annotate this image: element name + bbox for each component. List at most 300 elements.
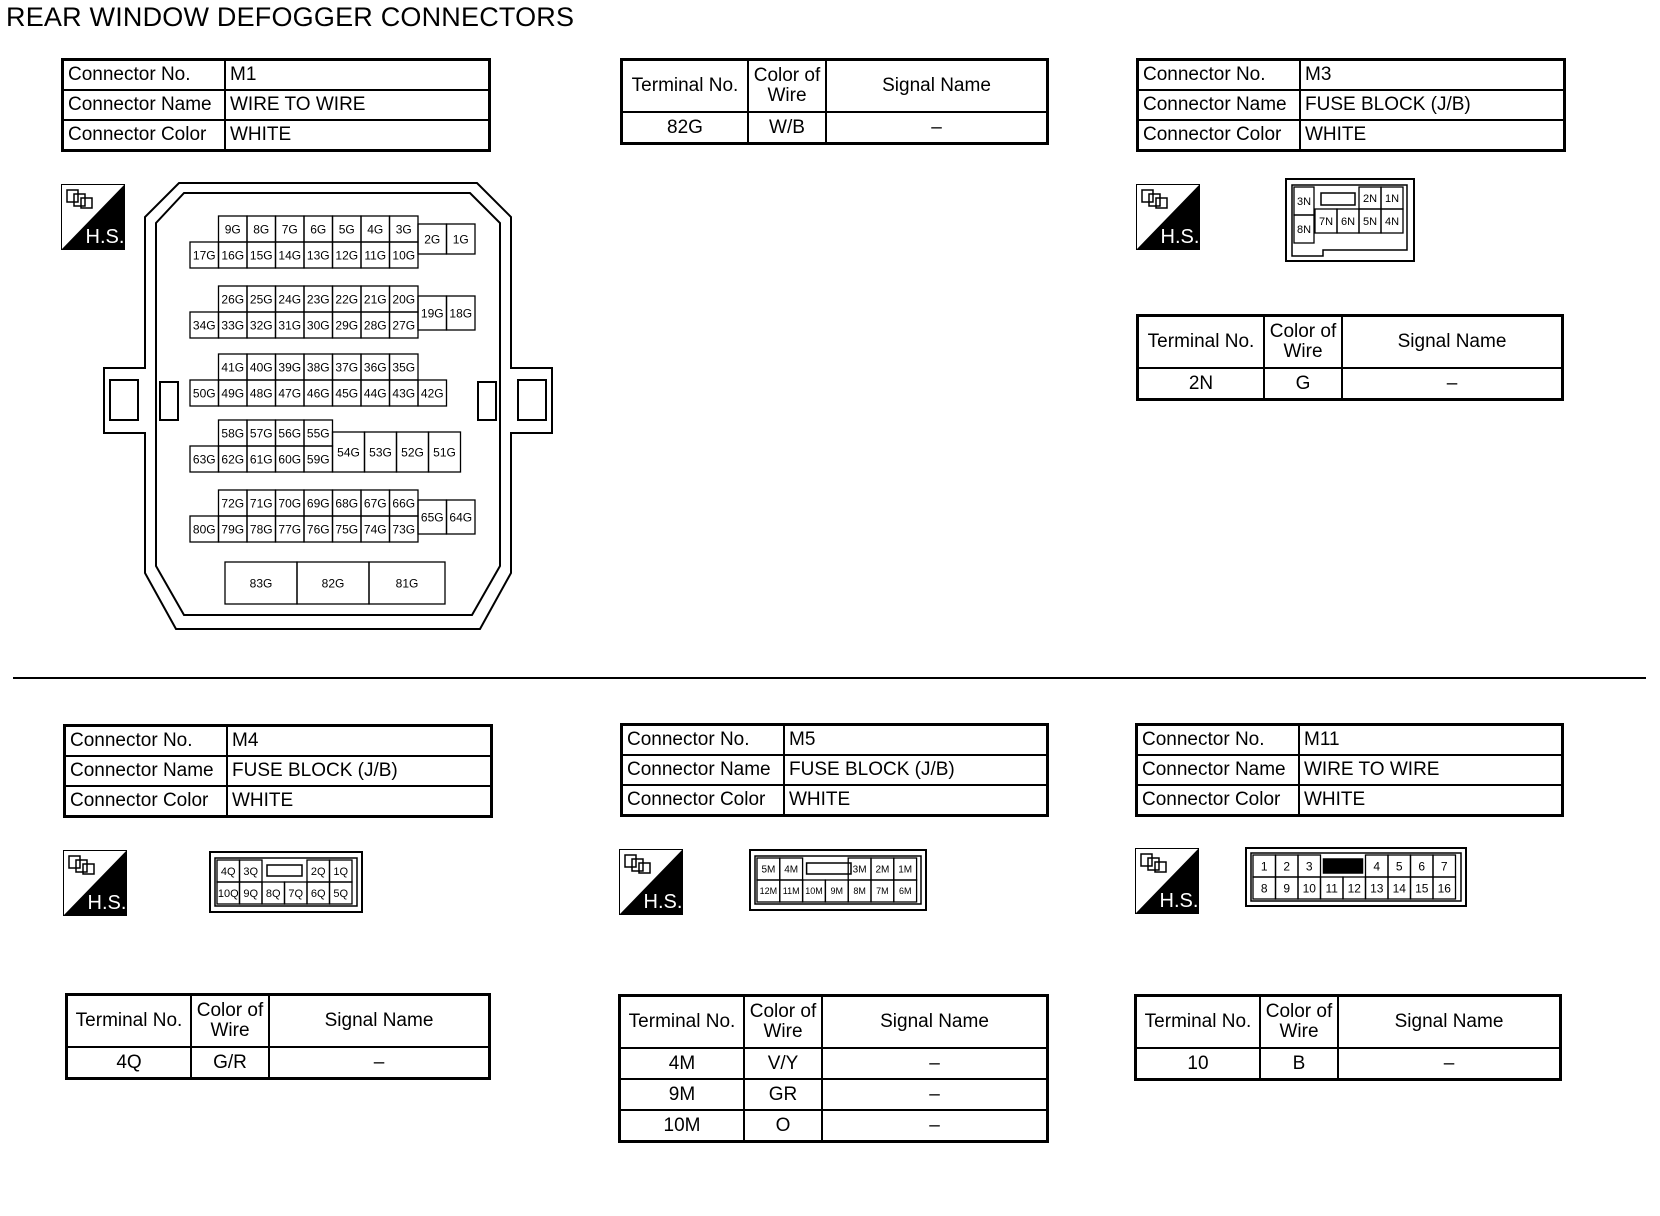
terminal-cell — [1294, 187, 1314, 215]
signal-name-header: Signal Name — [1342, 316, 1563, 369]
terminal-label: 22G — [335, 292, 359, 307]
terminal-cell — [225, 562, 297, 604]
terminal-label: 52G — [401, 445, 424, 460]
terminal-label: 5M — [761, 864, 776, 876]
m1-terminal-table — [620, 58, 1049, 145]
terminal-cell — [894, 880, 917, 902]
terminal-cell — [1388, 877, 1411, 899]
lock-tab-solid — [1324, 859, 1363, 873]
terminal-cell — [333, 516, 362, 542]
terminal-cell — [1315, 209, 1337, 233]
terminal-cell — [1343, 877, 1366, 899]
signal-name-cell: – — [269, 1047, 490, 1079]
terminal-cell — [307, 860, 330, 882]
terminal-cell — [304, 286, 333, 312]
harness-side-icon — [63, 850, 127, 916]
terminal-cell — [894, 858, 917, 880]
m1-connector-name: WIRE TO WIRE — [225, 90, 490, 120]
terminal-label: 23G — [306, 292, 330, 307]
m5-connector-face — [749, 849, 927, 911]
terminal-cell — [190, 446, 219, 472]
terminal-label: 41G — [221, 360, 245, 375]
terminal-label: 32G — [249, 318, 273, 333]
terminal-cell — [418, 500, 447, 534]
terminal-cell — [276, 446, 305, 472]
terminal-cell — [390, 380, 419, 406]
terminal-cell — [333, 312, 362, 338]
terminal-label: 8G — [253, 222, 270, 237]
connector-no-label: Connector No. — [65, 726, 228, 757]
terminal-cell — [333, 216, 362, 242]
terminal-cell — [803, 880, 826, 902]
terminal-label: 69G — [306, 496, 330, 511]
terminal-cell — [217, 882, 240, 904]
lock-tab — [807, 863, 851, 874]
terminal-cell — [1294, 215, 1314, 243]
terminal-cell — [1321, 877, 1344, 899]
terminal-cell — [757, 858, 780, 880]
terminal-label: 19G — [420, 306, 444, 321]
terminal-label: 6M — [898, 886, 912, 897]
terminal-cell — [418, 224, 447, 254]
terminal-cell — [390, 286, 419, 312]
wire-color-cell: G/R — [191, 1047, 269, 1079]
terminal-cell — [333, 490, 362, 516]
terminal-no-header: Terminal No. — [1136, 996, 1261, 1049]
terminal-label: 5Q — [333, 887, 349, 900]
wire-color-header: Color of Wire — [744, 996, 822, 1049]
terminal-cell — [276, 380, 305, 406]
terminal-label: 8Q — [265, 887, 281, 900]
terminal-cell — [447, 224, 476, 254]
terminal-cell — [1253, 877, 1276, 899]
terminal-label: 43G — [392, 386, 416, 401]
terminal-label: 59G — [306, 452, 330, 467]
terminal-cell — [369, 562, 445, 604]
terminal-cell — [276, 354, 305, 380]
terminal-label: 15G — [249, 248, 273, 263]
terminal-cell — [361, 286, 390, 312]
connector-color-label: Connector Color — [65, 786, 228, 817]
terminal-cell — [1366, 855, 1389, 877]
wire-color-cell: W/B — [748, 112, 826, 144]
terminal-label: 9Q — [243, 887, 259, 900]
terminal-label: 5G — [338, 222, 355, 237]
terminal-label: 51G — [433, 445, 456, 460]
connector-name-label: Connector Name — [622, 755, 785, 785]
terminal-label: 16 — [1437, 881, 1451, 896]
terminal-cell — [1411, 877, 1434, 899]
terminal-cell — [304, 420, 333, 446]
m4-terminal-table — [65, 993, 491, 1080]
terminal-label: 11 — [1325, 881, 1338, 896]
terminal-label: 30G — [306, 318, 330, 333]
terminal-label: 4M — [784, 864, 799, 876]
terminal-label: 82G — [321, 576, 345, 591]
m4-connector-face — [209, 851, 363, 913]
terminal-cell — [390, 516, 419, 542]
terminal-label: 54G — [337, 445, 360, 460]
terminal-cell — [219, 446, 248, 472]
terminal-label: 4N — [1384, 215, 1400, 228]
m3-terminal-table — [1136, 314, 1564, 401]
m3-connector-color: WHITE — [1300, 120, 1565, 151]
m3-connector-name: FUSE BLOCK (J/B) — [1300, 90, 1565, 120]
terminal-label: 26G — [221, 292, 245, 307]
harness-side-icon — [619, 849, 683, 915]
m1-connector-face — [100, 182, 556, 630]
terminal-no-cell: 9M — [620, 1079, 745, 1110]
terminal-label: 10Q — [217, 887, 239, 900]
hs-label: H.S. — [1159, 890, 1199, 912]
terminal-label: 7Q — [288, 887, 304, 900]
m1-connector-color: WHITE — [225, 120, 490, 151]
terminal-label: 73G — [392, 522, 416, 537]
connector-name-label: Connector Name — [1137, 755, 1300, 785]
terminal-cell — [190, 380, 219, 406]
terminal-cell — [240, 860, 263, 882]
terminal-label: 31G — [278, 318, 302, 333]
terminal-label: 7G — [281, 222, 298, 237]
terminal-cell — [307, 882, 330, 904]
terminal-cell — [361, 312, 390, 338]
signal-name-cell: – — [822, 1048, 1048, 1079]
signal-name-header: Signal Name — [1338, 996, 1561, 1049]
terminal-label: 48G — [249, 386, 273, 401]
connector-color-label: Connector Color — [622, 785, 785, 816]
terminal-label: 12 — [1347, 881, 1361, 896]
terminal-cell — [304, 490, 333, 516]
terminal-cell — [333, 354, 362, 380]
terminal-cell — [1276, 855, 1299, 877]
terminal-label: 4 — [1373, 859, 1381, 874]
terminal-cell — [247, 420, 276, 446]
terminal-label: 9M — [830, 886, 844, 897]
wire-color-cell: G — [1264, 368, 1342, 400]
terminal-cell — [247, 242, 276, 268]
signal-name-header: Signal Name — [269, 995, 490, 1048]
m1-connector-no: M1 — [225, 60, 490, 91]
terminal-cell — [219, 286, 248, 312]
terminal-label: 13 — [1370, 881, 1384, 896]
signal-name-cell: – — [1338, 1048, 1561, 1080]
m5-connector-no: M5 — [784, 725, 1048, 756]
terminal-label: 80G — [192, 522, 216, 537]
terminal-cell — [262, 882, 285, 904]
m3-connector-face — [1285, 178, 1415, 262]
terminal-no-cell: 10 — [1136, 1048, 1261, 1080]
lock-tab — [267, 865, 302, 876]
terminal-label: 20G — [392, 292, 416, 307]
terminal-label: 1M — [898, 864, 913, 876]
terminal-cell — [418, 380, 447, 406]
terminal-label: 42G — [420, 386, 444, 401]
wire-color-header: Color of Wire — [1260, 996, 1338, 1049]
terminal-label: 12G — [335, 248, 359, 263]
terminal-label: 81G — [395, 576, 419, 591]
terminal-cell — [304, 354, 333, 380]
terminal-label: 10G — [392, 248, 416, 263]
connector-no-label: Connector No. — [63, 60, 226, 91]
terminal-label: 15 — [1415, 881, 1429, 896]
terminal-label: 67G — [363, 496, 387, 511]
terminal-cell — [219, 420, 248, 446]
wire-color-header: Color of Wire — [191, 995, 269, 1048]
terminal-label: 76G — [306, 522, 330, 537]
terminal-label: 10 — [1302, 881, 1316, 896]
terminal-cell — [1298, 855, 1321, 877]
terminal-cell — [390, 216, 419, 242]
terminal-cell — [447, 296, 476, 330]
terminal-cell — [304, 380, 333, 406]
terminal-label: 56G — [278, 426, 302, 441]
terminal-no-header: Terminal No. — [622, 60, 749, 113]
terminal-cell — [219, 216, 248, 242]
terminal-cell — [276, 312, 305, 338]
terminal-cell — [247, 216, 276, 242]
m4-connector-no: M4 — [227, 726, 492, 757]
terminal-cell — [390, 242, 419, 268]
terminal-label: 18G — [449, 306, 473, 321]
terminal-label: 78G — [249, 522, 273, 537]
terminal-cell — [330, 860, 353, 882]
terminal-label: 83G — [249, 576, 273, 591]
m5-connector-color: WHITE — [784, 785, 1048, 816]
terminal-cell — [333, 242, 362, 268]
terminal-cell — [361, 380, 390, 406]
terminal-label: 58G — [221, 426, 245, 441]
wire-color-header: Color of Wire — [748, 60, 826, 113]
terminal-cell — [247, 286, 276, 312]
wire-color-header: Color of Wire — [1264, 316, 1342, 369]
terminal-cell — [848, 880, 871, 902]
terminal-cell — [1381, 209, 1403, 233]
terminal-cell — [297, 562, 369, 604]
terminal-cell — [276, 516, 305, 542]
m4-info-table — [63, 724, 493, 818]
terminal-label: 14 — [1392, 881, 1406, 896]
m11-connector-name: WIRE TO WIRE — [1299, 755, 1563, 785]
terminal-label: 60G — [278, 452, 302, 467]
connector-no-label: Connector No. — [622, 725, 785, 756]
terminal-label: 34G — [192, 318, 216, 333]
terminal-cell — [304, 312, 333, 338]
terminal-label: 47G — [278, 386, 302, 401]
terminal-label: 6 — [1418, 859, 1426, 874]
connector-no-label: Connector No. — [1138, 60, 1301, 91]
terminal-label: 4G — [367, 222, 384, 237]
terminal-cell — [361, 516, 390, 542]
terminal-cell — [1388, 855, 1411, 877]
terminal-label: 44G — [363, 386, 387, 401]
m4-connector-color: WHITE — [227, 786, 492, 817]
terminal-cell — [190, 312, 219, 338]
terminal-cell — [276, 216, 305, 242]
terminal-label: 1N — [1384, 192, 1400, 205]
terminal-cell — [780, 858, 803, 880]
m3-connector-no: M3 — [1300, 60, 1565, 91]
terminal-cell — [247, 380, 276, 406]
terminal-label: 25G — [249, 292, 273, 307]
terminal-label: 62G — [221, 452, 245, 467]
hs-label: H.S. — [643, 891, 683, 913]
terminal-label: 36G — [363, 360, 387, 375]
terminal-cell — [247, 312, 276, 338]
terminal-label: 21G — [363, 292, 387, 307]
terminal-cell — [757, 880, 780, 902]
terminal-label: 24G — [278, 292, 302, 307]
m1-info-table — [61, 58, 491, 152]
harness-side-icon — [1136, 184, 1200, 250]
m11-connector-color: WHITE — [1299, 785, 1563, 816]
terminal-cell — [190, 516, 219, 542]
terminal-label: 13G — [306, 248, 330, 263]
terminal-cell — [361, 242, 390, 268]
terminal-no-header: Terminal No. — [1138, 316, 1265, 369]
terminal-cell — [825, 880, 848, 902]
terminal-cell — [219, 516, 248, 542]
terminal-cell — [1337, 209, 1359, 233]
page-title: REAR WINDOW DEFOGGER CONNECTORS — [6, 2, 575, 32]
terminal-cell — [285, 882, 308, 904]
terminal-no-cell: 2N — [1138, 368, 1265, 400]
terminal-label: 75G — [335, 522, 359, 537]
terminal-label: 79G — [221, 522, 245, 537]
terminal-label: 74G — [363, 522, 387, 537]
terminal-label: 3G — [395, 222, 412, 237]
terminal-cell — [361, 490, 390, 516]
terminal-label: 33G — [221, 318, 245, 333]
connector-no-label: Connector No. — [1137, 725, 1300, 756]
terminal-label: 2 — [1283, 859, 1291, 874]
terminal-label: 64G — [449, 510, 473, 525]
m11-connector-face — [1245, 847, 1467, 907]
terminal-cell — [217, 860, 240, 882]
terminal-cell — [333, 286, 362, 312]
terminal-label: 8N — [1296, 223, 1312, 236]
hs-label: H.S. — [87, 892, 127, 914]
terminal-no-header: Terminal No. — [67, 995, 192, 1048]
terminal-cell — [447, 500, 476, 534]
terminal-label: 8 — [1260, 881, 1268, 896]
terminal-label: 1 — [1260, 859, 1268, 874]
signal-name-header: Signal Name — [826, 60, 1048, 113]
terminal-no-cell: 4M — [620, 1048, 745, 1079]
terminal-cell — [219, 312, 248, 338]
m11-info-table — [1135, 723, 1564, 817]
terminal-label: 61G — [249, 452, 273, 467]
terminal-cell — [365, 432, 397, 472]
terminal-no-header: Terminal No. — [620, 996, 745, 1049]
terminal-label: 1G — [452, 232, 469, 247]
terminal-cell — [247, 516, 276, 542]
connector-name-label: Connector Name — [65, 756, 228, 786]
terminal-label: 39G — [278, 360, 302, 375]
terminal-label: 3Q — [243, 865, 259, 878]
terminal-label: 7N — [1318, 215, 1334, 228]
terminal-cell — [1359, 209, 1381, 233]
terminal-cell — [1411, 855, 1434, 877]
terminal-cell — [361, 216, 390, 242]
terminal-no-cell: 4Q — [67, 1047, 192, 1079]
connector-color-label: Connector Color — [1137, 785, 1300, 816]
terminal-label: 57G — [249, 426, 273, 441]
terminal-label: 7 — [1440, 859, 1448, 874]
terminal-label: 8M — [853, 886, 866, 897]
hs-label: H.S. — [85, 226, 125, 248]
terminal-cell — [1298, 877, 1321, 899]
harness-side-icon — [1135, 848, 1199, 914]
terminal-cell — [390, 312, 419, 338]
terminal-label: 63G — [192, 452, 216, 467]
terminal-label: 7M — [876, 886, 889, 897]
connector-color-label: Connector Color — [1138, 120, 1301, 151]
terminal-cell — [361, 354, 390, 380]
terminal-cell — [219, 380, 248, 406]
terminal-cell — [276, 420, 305, 446]
terminal-label: 45G — [335, 386, 359, 401]
terminal-cell — [780, 880, 803, 902]
connector-color-label: Connector Color — [63, 120, 226, 151]
terminal-cell — [304, 446, 333, 472]
terminal-label: 50G — [192, 386, 216, 401]
terminal-label: 66G — [392, 496, 416, 511]
signal-name-header: Signal Name — [822, 996, 1048, 1049]
terminal-cell — [871, 880, 894, 902]
terminal-cell — [1253, 855, 1276, 877]
terminal-label: 9 — [1283, 881, 1291, 896]
terminal-cell — [247, 490, 276, 516]
m3-info-table — [1136, 58, 1566, 152]
signal-name-cell: – — [822, 1110, 1048, 1142]
section-divider — [13, 677, 1646, 679]
terminal-cell — [247, 354, 276, 380]
terminal-cell — [304, 242, 333, 268]
terminal-label: 11G — [364, 248, 387, 263]
terminal-label: 3M — [852, 864, 867, 876]
connector-name-label: Connector Name — [1138, 90, 1301, 120]
hs-label: H.S. — [1160, 226, 1200, 248]
terminal-cell — [190, 242, 219, 268]
terminal-label: 2Q — [310, 865, 326, 878]
terminal-label: 2M — [875, 864, 890, 876]
terminal-cell — [330, 882, 353, 904]
terminal-label: 27G — [392, 318, 416, 333]
m5-connector-name: FUSE BLOCK (J/B) — [784, 755, 1048, 785]
lock-tab — [1321, 193, 1355, 205]
terminal-cell — [304, 216, 333, 242]
wire-color-cell: GR — [744, 1079, 822, 1110]
terminal-cell — [871, 858, 894, 880]
terminal-cell — [219, 242, 248, 268]
terminal-label: 38G — [306, 360, 330, 375]
connector-name-label: Connector Name — [63, 90, 226, 120]
terminal-label: 65G — [420, 510, 444, 525]
terminal-cell — [240, 882, 263, 904]
terminal-cell — [219, 490, 248, 516]
terminal-cell — [1381, 187, 1403, 209]
terminal-cell — [247, 446, 276, 472]
terminal-label: 2G — [424, 232, 441, 247]
terminal-cell — [1433, 855, 1456, 877]
terminal-label: 46G — [306, 386, 330, 401]
terminal-cell — [1433, 877, 1456, 899]
terminal-label: 6Q — [310, 887, 326, 900]
terminal-cell — [1366, 877, 1389, 899]
terminal-cell — [276, 490, 305, 516]
terminal-label: 70G — [278, 496, 302, 511]
terminal-no-cell: 10M — [620, 1110, 745, 1142]
